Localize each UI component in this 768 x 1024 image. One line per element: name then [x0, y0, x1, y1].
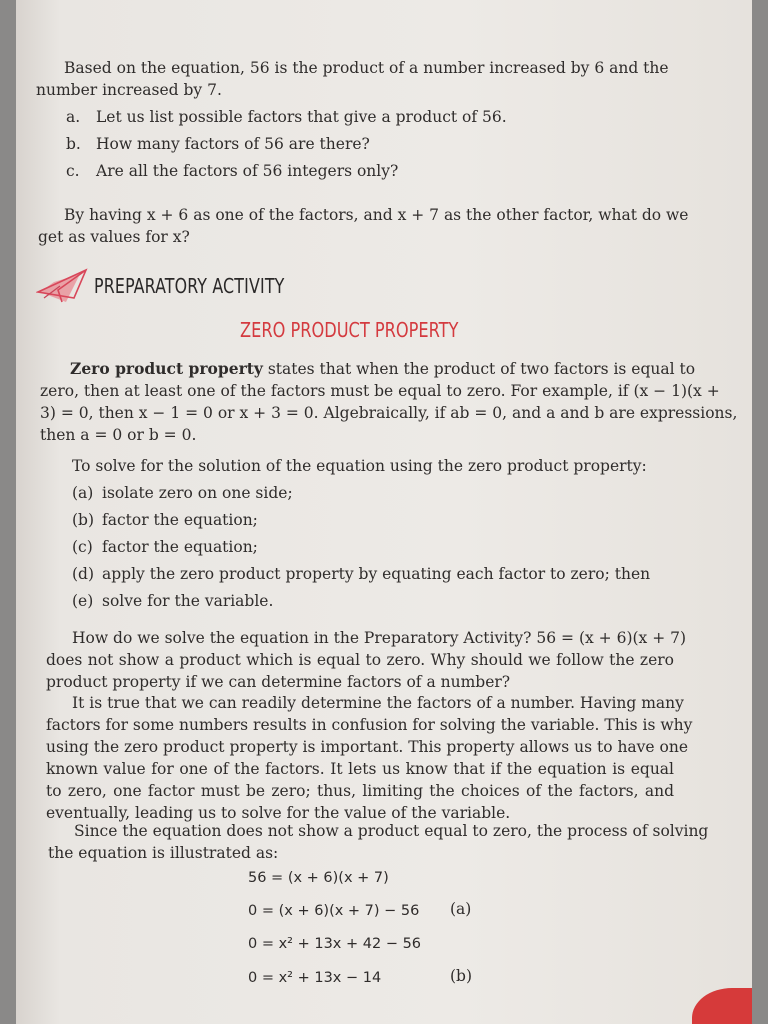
list-item-text: Are all the factors of 56 integers only?: [96, 162, 399, 180]
definition-term: Zero product property: [70, 359, 263, 378]
list-item-text: How many factors of 56 are there?: [96, 135, 370, 153]
discussion-paragraph-2: [46, 692, 693, 824]
list-item-text: factor the equation;: [102, 511, 258, 529]
list-item-text: solve for the variable.: [102, 592, 274, 610]
definition-line-3: 3) = 0, then x − 1 = 0 or x + 3 = 0. Algebraically, if ab = 0, and a and b are expressions,: [40, 404, 738, 422]
steps-intro: To solve for the solution of the equation using the zero product property:: [72, 457, 647, 475]
paragraph-line: does not show a product which is equal to zero. Why should we follow the zero: [46, 651, 674, 669]
discussion-paragraph-1: [46, 627, 687, 693]
discussion-paragraph-3: [48, 820, 709, 864]
question-line-2: get as values for x?: [38, 228, 190, 246]
question-line-1: By having x + 6 as one of the factors, and x + 7 as the other factor, what do we: [64, 206, 689, 224]
paragraph-line: product property if we can determine factors of a number?: [46, 673, 511, 691]
list-item-label: b.: [66, 135, 81, 153]
list-item-label: (b): [72, 511, 95, 529]
paragraph-line: known value for one of the factors. It lets us know that if the equation is equal: [46, 760, 674, 778]
list-item-label: a.: [66, 108, 81, 126]
definition-line-2: zero, then at least one of the factors must be equal to zero. For example, if (x − 1)(x +: [40, 382, 720, 400]
equation-label: (a): [450, 900, 472, 918]
paper-plane-pencil-icon: [36, 262, 94, 308]
paragraph-line: It is true that we can readily determine the factors of a number. Having many: [72, 694, 684, 712]
definition-line-4: then a = 0 or b = 0.: [40, 426, 197, 444]
list-item: [72, 536, 258, 558]
equation-label: (b): [450, 967, 473, 985]
textbook-page: [16, 0, 752, 1024]
equation-line: 0 = x² + 13x + 42 − 56: [248, 936, 422, 952]
list-item-label: c.: [66, 162, 80, 180]
red-cover-edge: [692, 988, 752, 1024]
equation-line: 56 = (x + 6)(x + 7): [248, 870, 389, 886]
list-item: [72, 590, 273, 612]
list-item: [66, 160, 398, 182]
list-item-label: (c): [72, 538, 93, 556]
list-item-label: (e): [72, 592, 94, 610]
intro-line-1: Based on the equation, 56 is the product of a number increased by 6 and the: [64, 59, 669, 77]
section-subtitle: ZERO PRODUCT PROPERTY: [240, 318, 459, 342]
list-item: [66, 133, 370, 155]
list-item-label: (a): [72, 484, 94, 502]
paragraph-line: to zero, one factor must be zero; thus, limiting the choices of the factors, and: [46, 782, 674, 800]
list-item: [72, 563, 650, 585]
intro-line-2: number increased by 7.: [36, 81, 222, 99]
definition-line-1: [70, 358, 695, 380]
list-item-text: Let us list possible factors that give a product of 56.: [96, 108, 507, 126]
list-item-label: (d): [72, 565, 95, 583]
definition-line-1-rest: states that when the product of two factors is equal to: [262, 360, 696, 378]
paragraph-line: using the zero product property is important. This property allows us to have one: [46, 738, 689, 756]
equation-line: 0 = x² + 13x − 14: [248, 970, 382, 986]
equation-line: 0 = (x + 6)(x + 7) − 56: [248, 903, 420, 919]
list-item-text: isolate zero on one side;: [102, 484, 293, 502]
list-item-text: apply the zero product property by equating each factor to zero; then: [102, 565, 651, 583]
paragraph-line: How do we solve the equation in the Preparatory Activity? 56 = (x + 6)(x + 7): [72, 629, 687, 647]
list-item: [72, 509, 258, 531]
paragraph-line: eventually, leading us to solve for the value of the variable.: [46, 804, 511, 822]
paragraph-line: factors for some numbers results in confusion for solving the variable. This is why: [46, 716, 693, 734]
list-item: [66, 106, 507, 128]
list-item: [72, 482, 293, 504]
paragraph-line: the equation is illustrated as:: [48, 844, 279, 862]
paragraph-line: Since the equation does not show a product equal to zero, the process of solving: [74, 822, 709, 840]
list-item-text: factor the equation;: [102, 538, 258, 556]
section-title: PREPARATORY ACTIVITY: [94, 274, 285, 298]
